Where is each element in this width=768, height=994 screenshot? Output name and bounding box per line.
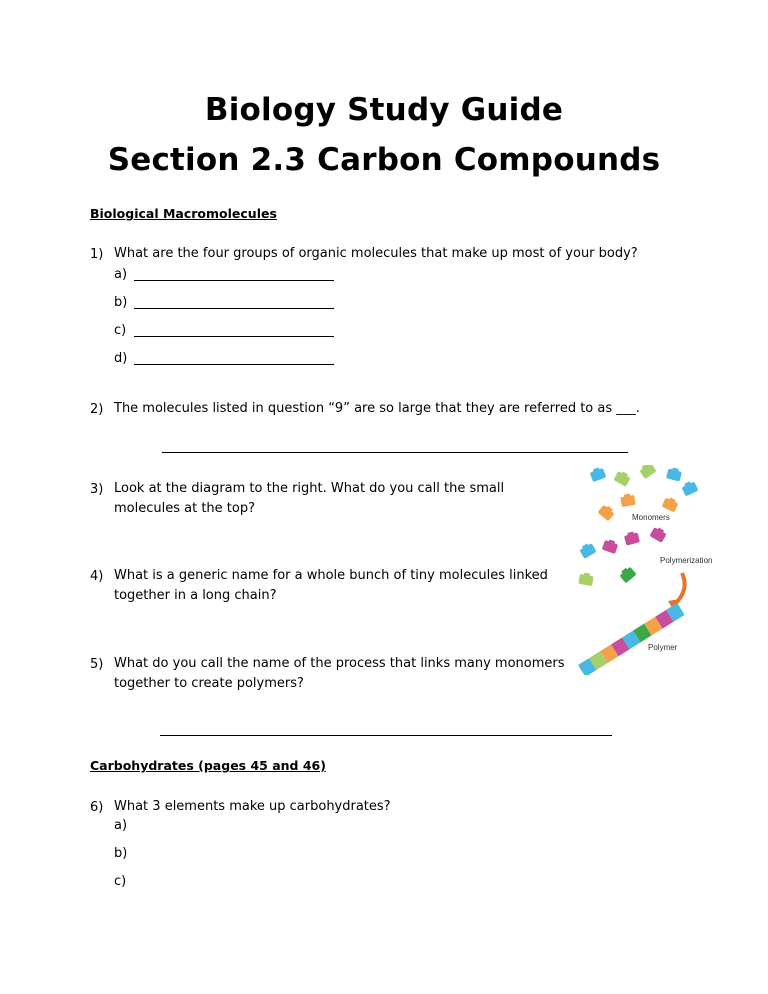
q1-option-a-blank[interactable] bbox=[134, 280, 334, 281]
question-4-line-2: together in a long chain? bbox=[114, 588, 277, 603]
polymerization-label: Polymerization bbox=[660, 556, 713, 565]
q6-option-a-label: a) bbox=[114, 818, 128, 833]
section-heading-carbohydrates: Carbohydrates (pages 45 and 46) bbox=[90, 758, 326, 773]
monomer-polymer-diagram bbox=[570, 465, 720, 675]
question-3-line-2: molecules at the top? bbox=[114, 501, 255, 516]
q1-option-a-label: a) bbox=[114, 267, 128, 282]
section-heading-macromolecules: Biological Macromolecules bbox=[90, 206, 277, 221]
question-5-number: 5) bbox=[90, 657, 104, 672]
question-3-line-1: Look at the diagram to the right. What do you call the small bbox=[114, 481, 505, 496]
monomer-pieces bbox=[578, 465, 698, 586]
question-4-line-1: What is a generic name for a whole bunch of tiny molecules linked bbox=[114, 568, 548, 583]
q1-option-d-label: d) bbox=[114, 351, 128, 366]
title-line-2: Section 2.3 Carbon Compounds bbox=[107, 142, 661, 178]
q1-option-b-blank[interactable] bbox=[134, 308, 334, 309]
q5-answer-blank[interactable] bbox=[160, 735, 612, 736]
question-1-text: What are the four groups of organic molecules that make up most of your body? bbox=[114, 246, 638, 261]
question-3-number: 3) bbox=[90, 482, 104, 497]
q1-option-b-label: b) bbox=[114, 295, 128, 310]
question-5-line-1: What do you call the name of the process that links many monomers bbox=[114, 656, 565, 671]
polymer-label: Polymer bbox=[648, 643, 678, 652]
q1-option-d-blank[interactable] bbox=[134, 364, 334, 365]
q6-option-b-label: b) bbox=[114, 846, 128, 861]
q6-option-c-label: c) bbox=[114, 874, 127, 889]
question-4-number: 4) bbox=[90, 569, 104, 584]
q1-option-c-label: c) bbox=[114, 323, 127, 338]
q2-answer-blank[interactable] bbox=[162, 452, 628, 453]
polymer-chain bbox=[578, 603, 685, 675]
title-line-1: Biology Study Guide bbox=[204, 92, 564, 128]
question-2-text: The molecules listed in question “9” are so large that they are referred to as ___. bbox=[114, 401, 640, 416]
monomers-label: Monomers bbox=[632, 513, 670, 522]
q1-option-c-blank[interactable] bbox=[134, 336, 334, 337]
question-2-number: 2) bbox=[90, 402, 104, 417]
question-6-number: 6) bbox=[90, 800, 104, 815]
question-1-number: 1) bbox=[90, 247, 104, 262]
question-6-text: What 3 elements make up carbohydrates? bbox=[114, 799, 391, 814]
question-5-line-2: together to create polymers? bbox=[114, 676, 304, 691]
